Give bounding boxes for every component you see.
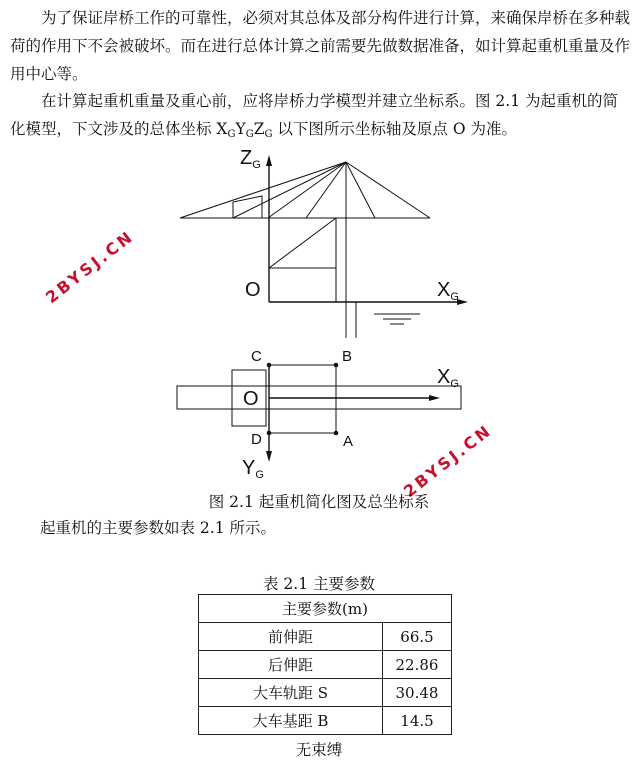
parameters-table (198, 594, 452, 735)
row-value: 30.48 (383, 679, 452, 707)
top-view-diagram (177, 348, 461, 481)
corner-a-label: A (343, 433, 354, 450)
side-x-axis-label: $X_G$ (437, 279, 459, 303)
table-row (199, 623, 452, 651)
corner-d-label: D (251, 431, 262, 448)
intro-paragraph-1: 为了保证岸桥工作的可靠性，必须对其总体及部分构件进行计算，来确保岸桥在多种载荷的作用下不会被破坏。而在进行总体计算之前需要先做数据准备，如计算起重机重量及作用中心等。 (10, 9, 631, 83)
table-row (199, 679, 452, 707)
table-header: 主要参数(m) (199, 595, 452, 623)
row-value: 66.5 (383, 623, 452, 651)
watermark-right: 2BYSJ.CN (400, 420, 496, 501)
crane-figure (0, 140, 638, 490)
side-z-axis-label: $Z_G$ (240, 147, 261, 171)
corner-b-label: B (342, 348, 353, 365)
table-caption: 表 2.1 主要参数 (262, 575, 375, 593)
watermark-left: 2BYSJ.CN (42, 226, 138, 307)
top-x-axis-label: $X_G$ (437, 366, 459, 390)
table-row (199, 707, 452, 735)
side-origin-label: O (245, 279, 261, 301)
intro-paragraph-2: 在计算起重机重量及重心前，应将岸桥力学模型并建立坐标系。图 2.1 为起重机的简化模型，下文涉及的总体坐标 XGYGZG 以下图所示坐标轴及原点 O 为准。 (10, 92, 619, 140)
row-label: 大车基距 B (199, 707, 383, 735)
row-value: 22.86 (383, 651, 452, 679)
top-y-axis-label: $Y_G$ (242, 457, 264, 481)
table-header-row (199, 595, 452, 623)
row-label: 后伸距 (199, 651, 383, 679)
row-label: 前伸距 (199, 623, 383, 651)
figure-caption: 图 2.1 起重机简化图及总坐标系 (208, 493, 430, 511)
top-origin-label: O (243, 388, 259, 410)
table-row (199, 651, 452, 679)
footer-text: 无束缚 (295, 741, 343, 759)
corner-c-label: C (251, 348, 262, 365)
side-view-diagram (180, 147, 468, 338)
row-value: 14.5 (383, 707, 452, 735)
table-intro-text: 起重机的主要参数如表 2.1 所示。 (40, 519, 277, 537)
row-label: 大车轨距 S (199, 679, 383, 707)
